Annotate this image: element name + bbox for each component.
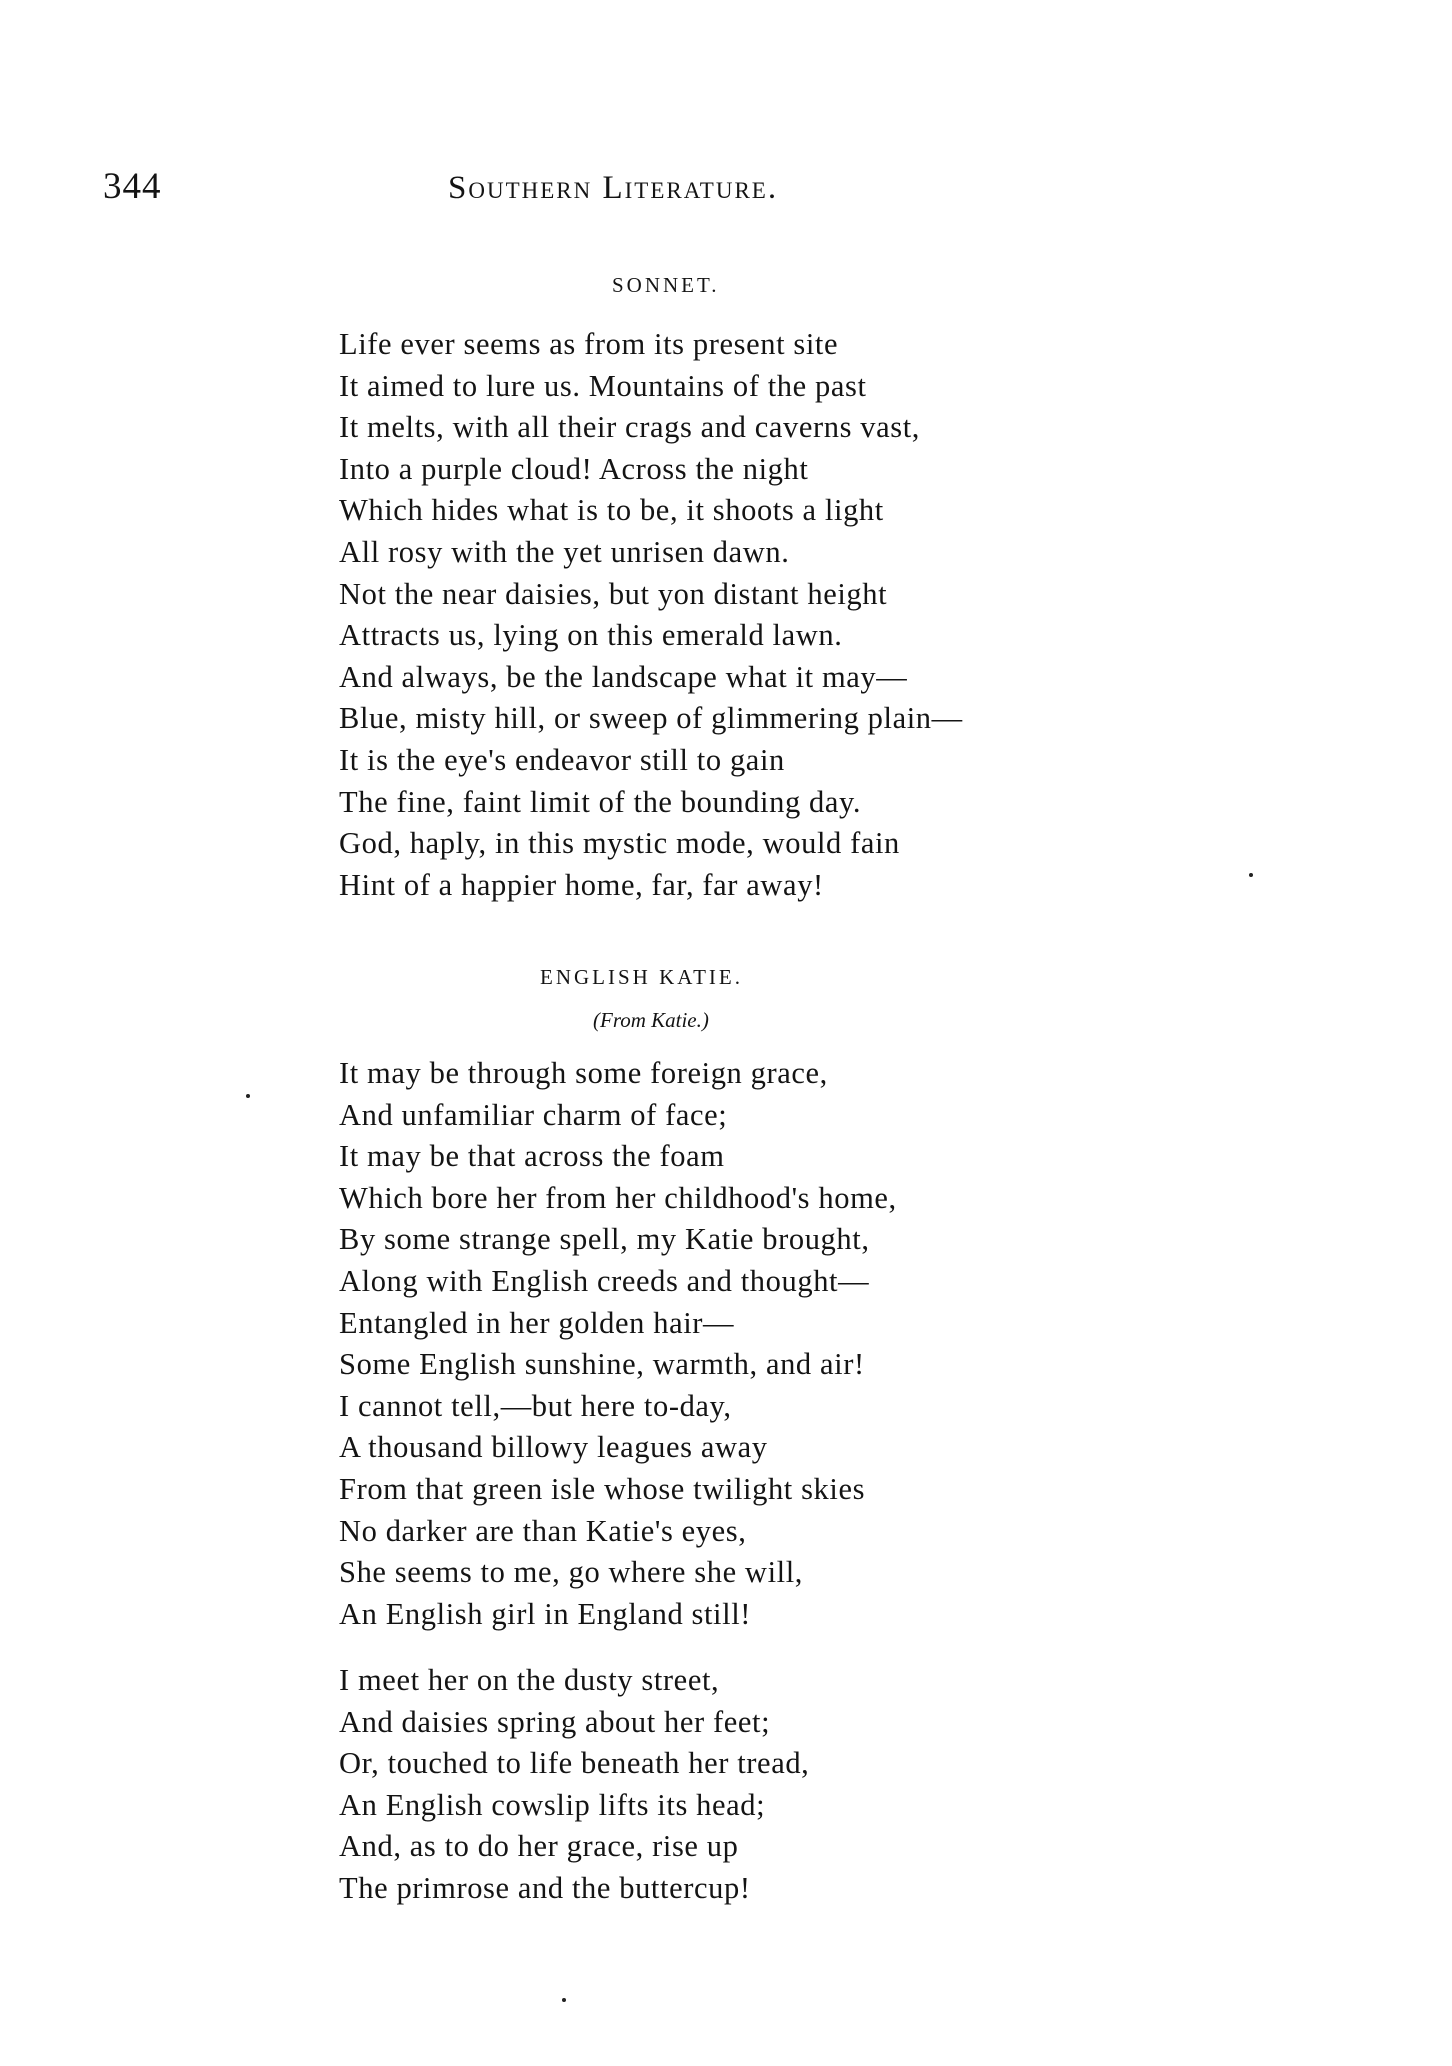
sonnet-title: SONNET. [612, 273, 720, 297]
poem-line: The fine, faint limit of the bounding day. [339, 784, 862, 819]
poem-line: From that green isle whose twilight skies [339, 1471, 866, 1506]
katie-title: ENGLISH KATIE. [540, 965, 743, 989]
poem-line: Which bore her from her childhood's home, [339, 1180, 897, 1215]
katie-attribution: (From Katie.) [593, 1008, 709, 1032]
poem-line: An English cowslip lifts its head; [339, 1787, 766, 1822]
poem-line: And always, be the landscape what it may— [339, 659, 908, 694]
poem-line: A thousand billowy leagues away [339, 1430, 768, 1465]
poem-line: Entangled in her golden hair— [339, 1305, 735, 1340]
poem-line: I cannot tell,—but here to-day, [339, 1388, 732, 1423]
poem-line: An English girl in England still! [339, 1596, 752, 1631]
poem-line: The primrose and the buttercup! [339, 1870, 751, 1905]
poem-line: Which hides what is to be, it shoots a light [339, 493, 884, 528]
page-number: 344 [103, 166, 162, 207]
poem-line: It may be that across the foam [339, 1139, 725, 1174]
poem-line: All rosy with the yet unrisen dawn. [339, 534, 790, 569]
poem-line: Life ever seems as from its present site [339, 327, 839, 361]
poem-line: By some strange spell, my Katie brought, [339, 1222, 870, 1257]
poem-line: Attracts us, lying on this emerald lawn. [339, 618, 843, 653]
poem-line: It may be through some foreign grace, [339, 1056, 828, 1090]
poem-line: Along with English creeds and thought— [339, 1263, 870, 1298]
poem-line: And unfamiliar charm of face; [339, 1097, 728, 1132]
poem-line: Some English sunshine, warmth, and air! [339, 1347, 865, 1382]
sonnet-lines [339, 324, 963, 906]
poem-line: She seems to me, go where she will, [339, 1555, 804, 1590]
poem-line: Or, touched to life beneath her tread, [339, 1746, 810, 1781]
poem-line: Not the near daisies, but yon distant height [339, 576, 888, 611]
print-speck [246, 1094, 250, 1098]
katie-stanza-2 [339, 1660, 809, 1910]
katie-stanza-1 [339, 1053, 897, 1635]
print-speck [562, 1998, 566, 2002]
poem-line: Blue, misty hill, or sweep of glimmering plain— [339, 701, 963, 736]
print-speck [1249, 873, 1253, 877]
poem-line: And, as to do her grace, rise up [339, 1829, 739, 1864]
poem-line: God, haply, in this mystic mode, would fain [339, 826, 900, 861]
poem-line: And daisies spring about her feet; [339, 1704, 771, 1739]
poem-line: It is the eye's endeavor still to gain [339, 742, 785, 777]
running-head: Southern Literature. [448, 170, 779, 206]
poem-line: Into a purple cloud! Across the night [339, 451, 809, 486]
poem-line: No darker are than Katie's eyes, [339, 1513, 747, 1548]
poem-line: It aimed to lure us. Mountains of the past [339, 368, 867, 403]
poem-line: It melts, with all their crags and caverns vast, [339, 410, 921, 445]
poem-line: Hint of a happier home, far, far away! [339, 867, 824, 902]
poem-line: I meet her on the dusty street, [339, 1663, 720, 1697]
